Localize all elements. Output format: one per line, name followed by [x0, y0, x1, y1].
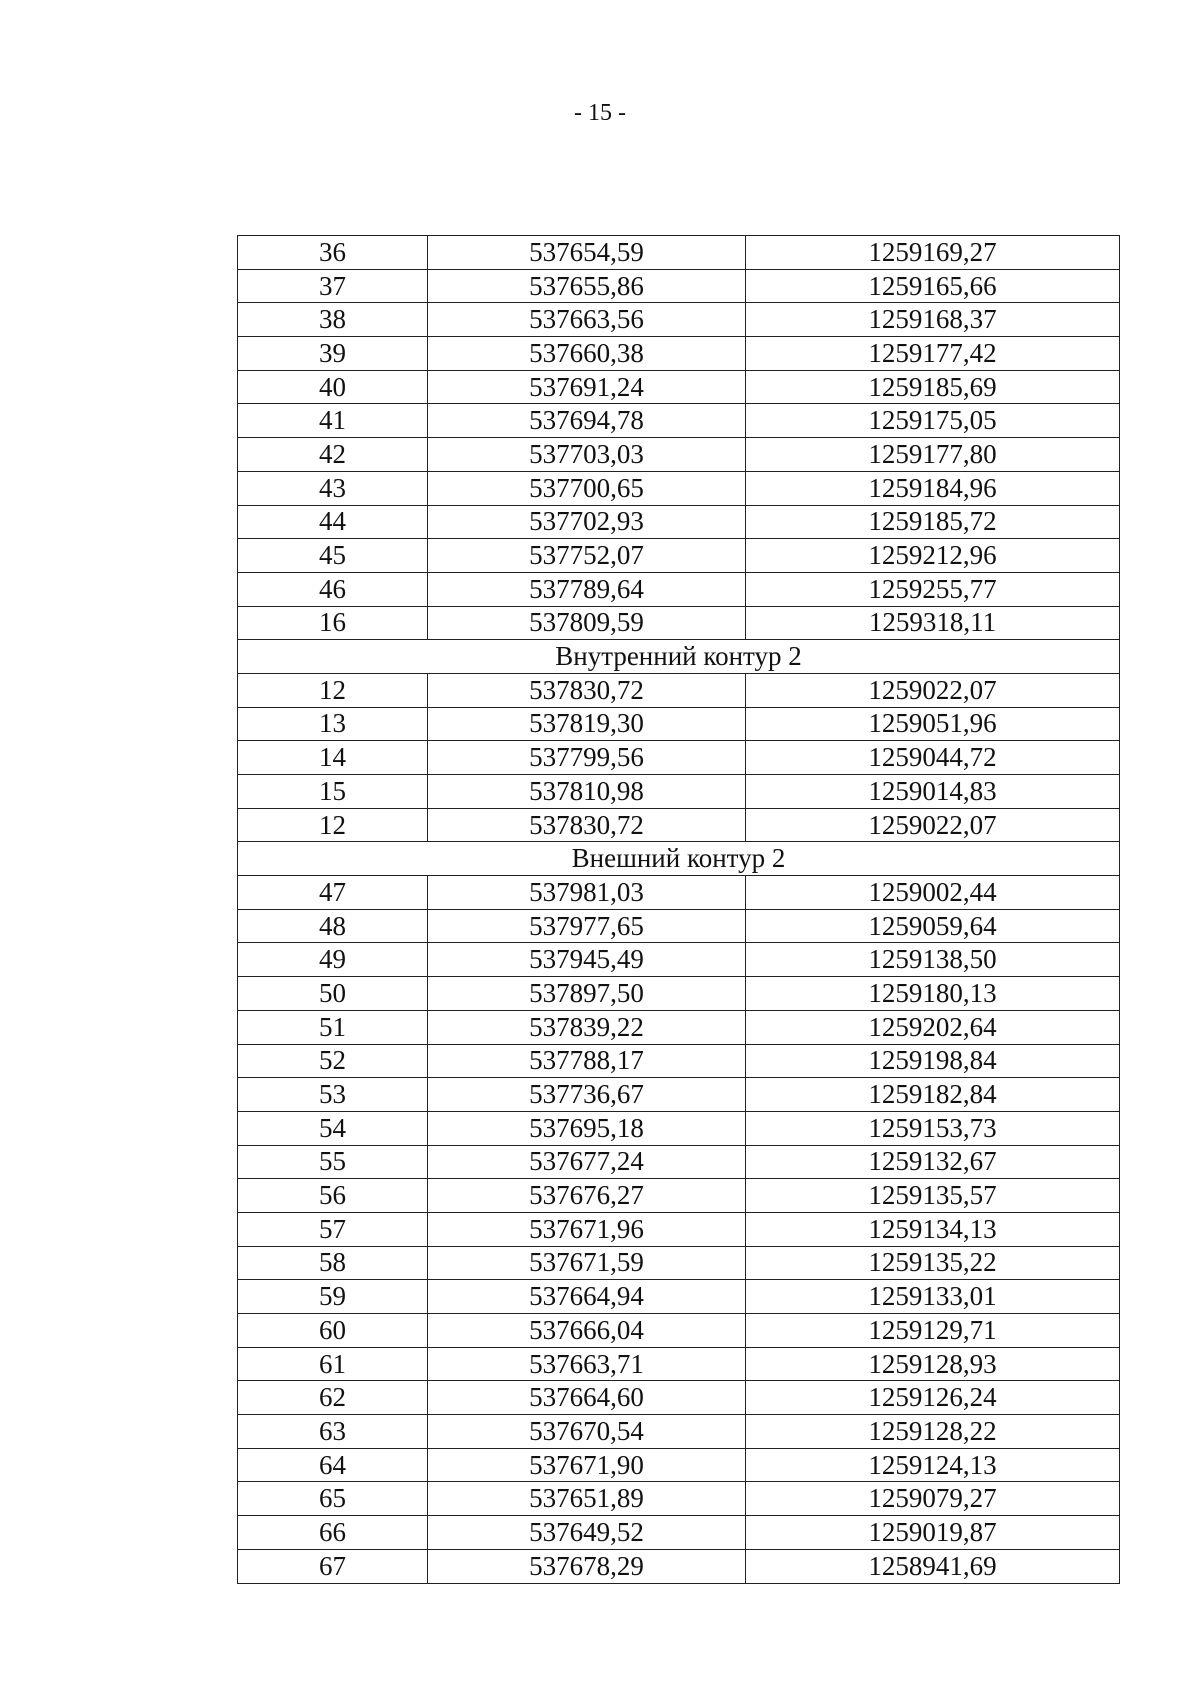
- point-number-cell: 57: [238, 1212, 428, 1246]
- y-coordinate-cell: 1259198,84: [746, 1044, 1120, 1078]
- y-coordinate-cell: 1259132,67: [746, 1145, 1120, 1179]
- y-coordinate-cell: 1259059,64: [746, 909, 1120, 943]
- x-coordinate-cell: 537660,38: [428, 337, 746, 371]
- table-row: [238, 1347, 1120, 1381]
- point-number-cell: 53: [238, 1078, 428, 1112]
- point-number-cell: 59: [238, 1280, 428, 1314]
- y-coordinate-cell: 1259014,83: [746, 775, 1120, 809]
- table-row: [238, 404, 1120, 438]
- y-coordinate-cell: 1259124,13: [746, 1448, 1120, 1482]
- y-coordinate-cell: 1259134,13: [746, 1212, 1120, 1246]
- y-coordinate-cell: 1259185,72: [746, 505, 1120, 539]
- y-coordinate-cell: 1259133,01: [746, 1280, 1120, 1314]
- y-coordinate-cell: 1259128,22: [746, 1415, 1120, 1449]
- point-number-cell: 64: [238, 1448, 428, 1482]
- y-coordinate-cell: 1259175,05: [746, 404, 1120, 438]
- section-header: Внутренний контур 2: [238, 640, 1120, 674]
- section-header-row: [238, 640, 1120, 674]
- y-coordinate-cell: 1259202,64: [746, 1010, 1120, 1044]
- x-coordinate-cell: 537981,03: [428, 876, 746, 910]
- point-number-cell: 50: [238, 977, 428, 1011]
- point-number-cell: 44: [238, 505, 428, 539]
- point-number-cell: 12: [238, 808, 428, 842]
- coordinates-table: [237, 235, 1120, 1584]
- table-row: [238, 438, 1120, 472]
- x-coordinate-cell: 537666,04: [428, 1314, 746, 1348]
- x-coordinate-cell: 537694,78: [428, 404, 746, 438]
- point-number-cell: 49: [238, 943, 428, 977]
- point-number-cell: 52: [238, 1044, 428, 1078]
- point-number-cell: 65: [238, 1482, 428, 1516]
- y-coordinate-cell: 1259177,80: [746, 438, 1120, 472]
- point-number-cell: 41: [238, 404, 428, 438]
- table-row: [238, 808, 1120, 842]
- y-coordinate-cell: 1259135,22: [746, 1246, 1120, 1280]
- table-row: [238, 572, 1120, 606]
- table-row: [238, 741, 1120, 775]
- table-row: [238, 539, 1120, 573]
- point-number-cell: 61: [238, 1347, 428, 1381]
- y-coordinate-cell: 1259318,11: [746, 606, 1120, 640]
- point-number-cell: 56: [238, 1179, 428, 1213]
- table-row: [238, 909, 1120, 943]
- table-row: [238, 1448, 1120, 1482]
- point-number-cell: 36: [238, 236, 428, 270]
- table-row: [238, 471, 1120, 505]
- table-row: [238, 977, 1120, 1011]
- point-number-cell: 12: [238, 673, 428, 707]
- y-coordinate-cell: 1259255,77: [746, 572, 1120, 606]
- x-coordinate-cell: 537977,65: [428, 909, 746, 943]
- x-coordinate-cell: 537700,65: [428, 471, 746, 505]
- x-coordinate-cell: 537664,60: [428, 1381, 746, 1415]
- x-coordinate-cell: 537676,27: [428, 1179, 746, 1213]
- table-row: [238, 303, 1120, 337]
- y-coordinate-cell: 1259051,96: [746, 707, 1120, 741]
- y-coordinate-cell: 1259168,37: [746, 303, 1120, 337]
- section-header: Внешний контур 2: [238, 842, 1120, 876]
- point-number-cell: 38: [238, 303, 428, 337]
- table-row: [238, 1482, 1120, 1516]
- point-number-cell: 60: [238, 1314, 428, 1348]
- table-row: [238, 1516, 1120, 1550]
- table-row: [238, 775, 1120, 809]
- x-coordinate-cell: 537651,89: [428, 1482, 746, 1516]
- y-coordinate-cell: 1259079,27: [746, 1482, 1120, 1516]
- table-row: [238, 1381, 1120, 1415]
- y-coordinate-cell: 1259019,87: [746, 1516, 1120, 1550]
- section-header-row: [238, 842, 1120, 876]
- x-coordinate-cell: 537945,49: [428, 943, 746, 977]
- point-number-cell: 40: [238, 370, 428, 404]
- point-number-cell: 15: [238, 775, 428, 809]
- table-row: [238, 1280, 1120, 1314]
- table-row: [238, 1415, 1120, 1449]
- point-number-cell: 42: [238, 438, 428, 472]
- x-coordinate-cell: 537830,72: [428, 808, 746, 842]
- table-row: [238, 1179, 1120, 1213]
- table-row: [238, 943, 1120, 977]
- y-coordinate-cell: 1259022,07: [746, 673, 1120, 707]
- y-coordinate-cell: 1259002,44: [746, 876, 1120, 910]
- table-row: [238, 1078, 1120, 1112]
- x-coordinate-cell: 537897,50: [428, 977, 746, 1011]
- x-coordinate-cell: 537691,24: [428, 370, 746, 404]
- y-coordinate-cell: 1259044,72: [746, 741, 1120, 775]
- x-coordinate-cell: 537664,94: [428, 1280, 746, 1314]
- table-row: [238, 337, 1120, 371]
- point-number-cell: 58: [238, 1246, 428, 1280]
- x-coordinate-cell: 537677,24: [428, 1145, 746, 1179]
- x-coordinate-cell: 537671,96: [428, 1212, 746, 1246]
- table-row: [238, 1111, 1120, 1145]
- table-row: [238, 1010, 1120, 1044]
- table-row: [238, 1044, 1120, 1078]
- x-coordinate-cell: 537695,18: [428, 1111, 746, 1145]
- x-coordinate-cell: 537649,52: [428, 1516, 746, 1550]
- y-coordinate-cell: 1259169,27: [746, 236, 1120, 270]
- x-coordinate-cell: 537788,17: [428, 1044, 746, 1078]
- y-coordinate-cell: 1259165,66: [746, 269, 1120, 303]
- x-coordinate-cell: 537702,93: [428, 505, 746, 539]
- y-coordinate-cell: 1259129,71: [746, 1314, 1120, 1348]
- y-coordinate-cell: 1259180,13: [746, 977, 1120, 1011]
- y-coordinate-cell: 1259177,42: [746, 337, 1120, 371]
- y-coordinate-cell: 1259185,69: [746, 370, 1120, 404]
- point-number-cell: 63: [238, 1415, 428, 1449]
- point-number-cell: 67: [238, 1549, 428, 1583]
- table-row: [238, 876, 1120, 910]
- y-coordinate-cell: 1259126,24: [746, 1381, 1120, 1415]
- table-row: [238, 1314, 1120, 1348]
- x-coordinate-cell: 537678,29: [428, 1549, 746, 1583]
- y-coordinate-cell: 1259022,07: [746, 808, 1120, 842]
- x-coordinate-cell: 537670,54: [428, 1415, 746, 1449]
- point-number-cell: 46: [238, 572, 428, 606]
- point-number-cell: 62: [238, 1381, 428, 1415]
- y-coordinate-cell: 1259138,50: [746, 943, 1120, 977]
- x-coordinate-cell: 537663,71: [428, 1347, 746, 1381]
- x-coordinate-cell: 537819,30: [428, 707, 746, 741]
- table-row: [238, 1246, 1120, 1280]
- y-coordinate-cell: 1259212,96: [746, 539, 1120, 573]
- x-coordinate-cell: 537799,56: [428, 741, 746, 775]
- point-number-cell: 54: [238, 1111, 428, 1145]
- table-row: [238, 1145, 1120, 1179]
- x-coordinate-cell: 537789,64: [428, 572, 746, 606]
- point-number-cell: 37: [238, 269, 428, 303]
- x-coordinate-cell: 537703,03: [428, 438, 746, 472]
- table-row: [238, 370, 1120, 404]
- table-row: [238, 606, 1120, 640]
- x-coordinate-cell: 537736,67: [428, 1078, 746, 1112]
- table-row: [238, 236, 1120, 270]
- table-row: [238, 505, 1120, 539]
- x-coordinate-cell: 537671,90: [428, 1448, 746, 1482]
- y-coordinate-cell: 1259153,73: [746, 1111, 1120, 1145]
- point-number-cell: 47: [238, 876, 428, 910]
- y-coordinate-cell: 1258941,69: [746, 1549, 1120, 1583]
- x-coordinate-cell: 537671,59: [428, 1246, 746, 1280]
- table-row: [238, 707, 1120, 741]
- x-coordinate-cell: 537810,98: [428, 775, 746, 809]
- x-coordinate-cell: 537654,59: [428, 236, 746, 270]
- table-row: [238, 269, 1120, 303]
- x-coordinate-cell: 537830,72: [428, 673, 746, 707]
- x-coordinate-cell: 537663,56: [428, 303, 746, 337]
- point-number-cell: 16: [238, 606, 428, 640]
- point-number-cell: 48: [238, 909, 428, 943]
- x-coordinate-cell: 537839,22: [428, 1010, 746, 1044]
- point-number-cell: 14: [238, 741, 428, 775]
- x-coordinate-cell: 537655,86: [428, 269, 746, 303]
- x-coordinate-cell: 537809,59: [428, 606, 746, 640]
- table-row: [238, 1212, 1120, 1246]
- y-coordinate-cell: 1259128,93: [746, 1347, 1120, 1381]
- point-number-cell: 51: [238, 1010, 428, 1044]
- point-number-cell: 45: [238, 539, 428, 573]
- page-number: - 15 -: [574, 100, 626, 126]
- table-row: [238, 673, 1120, 707]
- y-coordinate-cell: 1259182,84: [746, 1078, 1120, 1112]
- point-number-cell: 43: [238, 471, 428, 505]
- point-number-cell: 13: [238, 707, 428, 741]
- point-number-cell: 66: [238, 1516, 428, 1550]
- y-coordinate-cell: 1259135,57: [746, 1179, 1120, 1213]
- y-coordinate-cell: 1259184,96: [746, 471, 1120, 505]
- x-coordinate-cell: 537752,07: [428, 539, 746, 573]
- point-number-cell: 55: [238, 1145, 428, 1179]
- point-number-cell: 39: [238, 337, 428, 371]
- table-row: [238, 1549, 1120, 1583]
